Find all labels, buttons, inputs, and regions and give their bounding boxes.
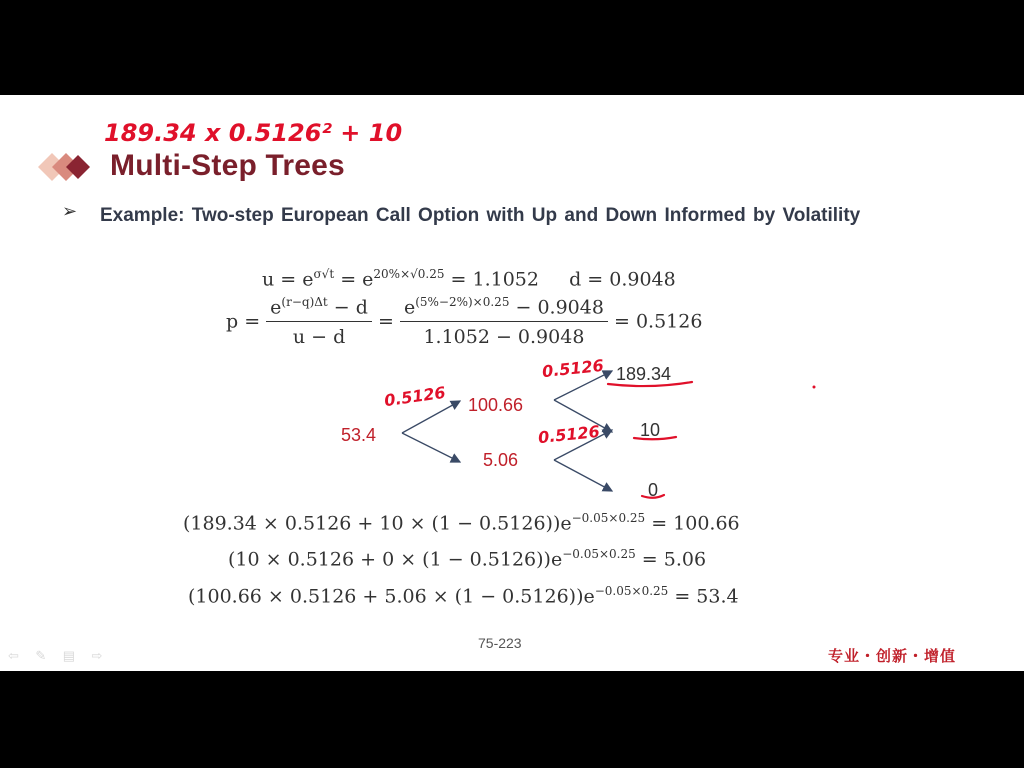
- handwritten-prob-ud: 0.5126: [537, 421, 601, 448]
- tree-node-down: 5.06: [483, 450, 519, 470]
- stray-dot: [813, 386, 816, 389]
- brand-slogan: 专业・创新・增值: [828, 648, 957, 665]
- branch-root-down: [402, 433, 460, 462]
- formula-u-d: $u = e^{\sigma√t} = e^{20\%\times√0.25} = 1.1052$ d = 0.9048: [262, 267, 676, 291]
- branch-down-dd: [554, 460, 612, 491]
- bullet-arrow-icon: ➢: [62, 201, 78, 221]
- slide: [0, 95, 1024, 671]
- fraction-general: $\frac{e^{(r-q)\Delta t} - d}{u - d}$: [266, 295, 372, 348]
- tree-node-dd: 0: [648, 480, 659, 500]
- menu-icon[interactable]: ▤: [62, 648, 76, 663]
- tree-node-up: 100.66: [468, 395, 524, 415]
- next-slide-icon[interactable]: ⇨: [91, 648, 103, 663]
- presentation-nav: [8, 647, 102, 665]
- pen-icon[interactable]: ✎: [35, 648, 47, 663]
- tree-node-root: 53.4: [341, 425, 377, 445]
- page-number: 75-223: [478, 635, 522, 651]
- handwritten-prob-up: 0.5126: [382, 382, 447, 411]
- equation-down-node: $(10 \times 0.5126 + 0 \times (1 - 0.5126))e^{-0.05\times 0.25} = 5.06$: [228, 547, 707, 571]
- formula-p: p = $\frac{e^{(r-q)\Delta t} - d}{u - d}$ = $\frac{e^{(5\%-2\%)\times 0.25} - 0.9048}{1.1052 - 0.9048}$ = 0.5126: [226, 295, 703, 349]
- tree-node-uu: 189.34: [616, 364, 672, 384]
- handwritten-prob-uu: 0.5126: [541, 355, 605, 382]
- equation-up-node: $(189.34 \times 0.5126 + 10 \times (1 - 0.5126))e^{-0.05\times 0.25} = 100.66$: [183, 511, 740, 535]
- equation-root-node: $(100.66 \times 0.5126 + 5.06 \times (1 - 0.5126))e^{-0.05\times 0.25} = 53.4$: [188, 584, 739, 608]
- prev-slide-icon[interactable]: ⇦: [8, 648, 19, 663]
- example-heading: Example: Two-step European Call Option with Up and Down Informed by Volatility: [100, 205, 861, 226]
- page-title: Multi-Step Trees: [110, 149, 345, 182]
- fraction-numeric: $\frac{e^{(5\%-2\%)\times 0.25} - 0.9048}{1.1052 - 0.9048}$: [400, 295, 608, 348]
- handwritten-annotation-top: 189.34 x 0.5126² + 10: [104, 119, 403, 147]
- tree-node-ud: 10: [640, 420, 661, 440]
